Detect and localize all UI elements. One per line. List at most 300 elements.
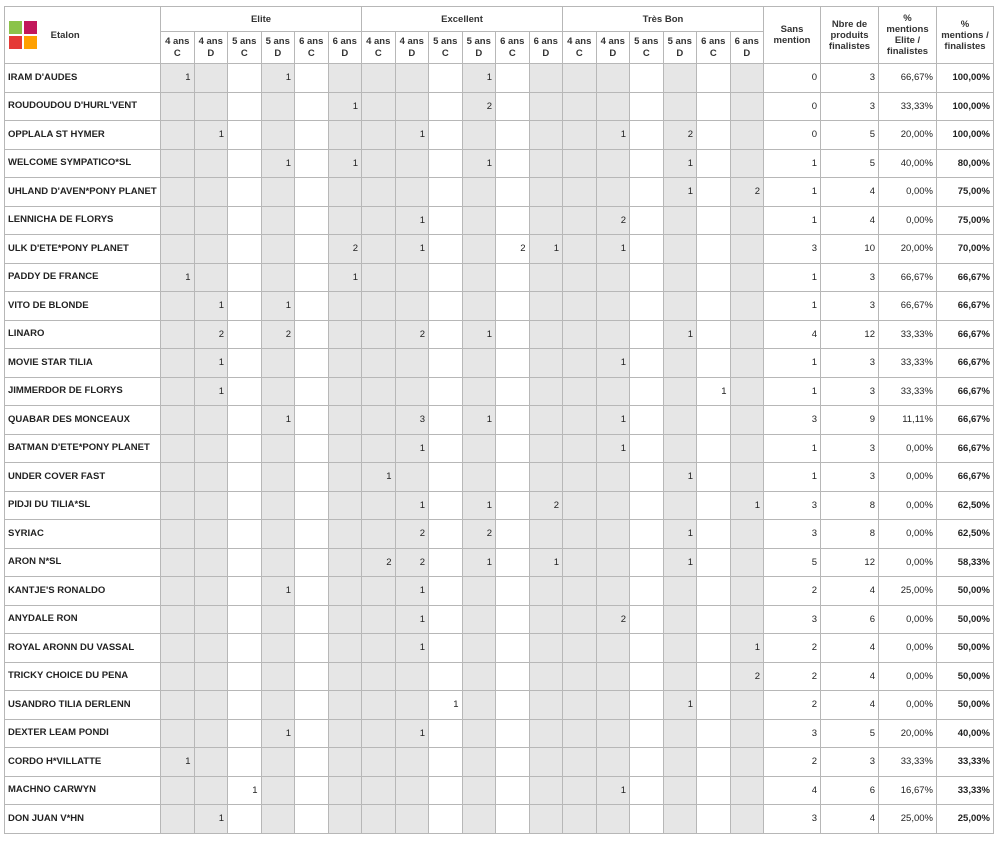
count-cell (730, 776, 764, 805)
pct-mentions-cell: 75,00% (937, 206, 994, 235)
count-cell (295, 748, 329, 777)
sans-mention-cell: 3 (764, 719, 821, 748)
count-cell (161, 520, 195, 549)
pct-mentions-cell: 62,50% (937, 491, 994, 520)
count-cell: 2 (328, 235, 362, 264)
subheader-age-gender: 4 ans C (362, 32, 396, 64)
count-cell (295, 548, 329, 577)
count-cell (161, 406, 195, 435)
count-cell (228, 406, 262, 435)
sans-mention-cell: 3 (764, 605, 821, 634)
count-cell (462, 121, 496, 150)
count-cell (462, 776, 496, 805)
count-cell (228, 577, 262, 606)
count-cell (328, 605, 362, 634)
count-cell: 1 (462, 406, 496, 435)
count-cell (529, 406, 563, 435)
count-cell (362, 406, 396, 435)
nbre-finalistes-cell: 3 (821, 463, 879, 492)
count-cell (295, 149, 329, 178)
count-cell (697, 605, 731, 634)
count-cell (630, 548, 664, 577)
count-cell: 1 (730, 634, 764, 663)
count-cell (295, 634, 329, 663)
subheader-age-gender: 4 ans D (194, 32, 228, 64)
count-cell (362, 292, 396, 321)
pct-elite-cell: 20,00% (879, 235, 937, 264)
count-cell (161, 548, 195, 577)
nbre-finalistes-header: Nbre de produits finalistes (821, 7, 879, 64)
count-cell (496, 406, 530, 435)
count-cell (362, 178, 396, 207)
count-cell (362, 719, 396, 748)
count-cell: 1 (328, 263, 362, 292)
count-cell (563, 178, 597, 207)
pct-elite-cell: 25,00% (879, 805, 937, 834)
table-row (5, 805, 994, 834)
count-cell (730, 235, 764, 264)
count-cell (697, 178, 731, 207)
table-row (5, 406, 994, 435)
count-cell (563, 292, 597, 321)
count-cell (429, 149, 463, 178)
nbre-finalistes-cell: 4 (821, 577, 879, 606)
count-cell (328, 178, 362, 207)
pct-mentions-cell: 33,33% (937, 776, 994, 805)
count-cell (228, 235, 262, 264)
count-cell (730, 121, 764, 150)
count-cell (429, 292, 463, 321)
pct-mentions-cell: 40,00% (937, 719, 994, 748)
count-cell (295, 320, 329, 349)
count-cell (261, 92, 295, 121)
count-cell: 1 (395, 605, 429, 634)
count-cell (697, 463, 731, 492)
pct-elite-cell: 0,00% (879, 691, 937, 720)
count-cell (663, 434, 697, 463)
count-cell (630, 434, 664, 463)
subheader-age-gender: 6 ans C (496, 32, 530, 64)
pct-mentions-cell: 62,50% (937, 520, 994, 549)
stallion-name: MOVIE STAR TILIA (5, 349, 161, 378)
count-cell (462, 748, 496, 777)
count-cell (563, 662, 597, 691)
count-cell (261, 748, 295, 777)
count-cell (328, 320, 362, 349)
pct-mentions-cell: 80,00% (937, 149, 994, 178)
count-cell (630, 263, 664, 292)
count-cell (194, 520, 228, 549)
count-cell (295, 463, 329, 492)
count-cell (529, 64, 563, 93)
count-cell (697, 92, 731, 121)
count-cell: 1 (261, 149, 295, 178)
count-cell (529, 121, 563, 150)
nbre-finalistes-cell: 12 (821, 320, 879, 349)
count-cell (529, 577, 563, 606)
count-cell (630, 406, 664, 435)
count-cell: 2 (730, 662, 764, 691)
count-cell (462, 719, 496, 748)
count-cell (161, 577, 195, 606)
count-cell (228, 691, 262, 720)
count-cell (630, 377, 664, 406)
count-cell: 1 (663, 548, 697, 577)
count-cell (295, 178, 329, 207)
nbre-finalistes-cell: 3 (821, 263, 879, 292)
sans-mention-cell: 3 (764, 406, 821, 435)
subheader-age-gender: 4 ans D (395, 32, 429, 64)
count-cell (630, 605, 664, 634)
count-cell: 1 (194, 121, 228, 150)
stallion-name: UNDER COVER FAST (5, 463, 161, 492)
count-cell (730, 206, 764, 235)
count-cell (362, 349, 396, 378)
count-cell (529, 263, 563, 292)
count-cell (462, 805, 496, 834)
pct-mentions-cell: 33,33% (937, 748, 994, 777)
count-cell (429, 463, 463, 492)
count-cell (697, 149, 731, 178)
sans-mention-cell: 1 (764, 349, 821, 378)
pct-mentions-cell: 66,67% (937, 377, 994, 406)
count-cell (563, 491, 597, 520)
count-cell (730, 406, 764, 435)
sans-mention-cell: 2 (764, 662, 821, 691)
count-cell (663, 605, 697, 634)
count-cell (563, 691, 597, 720)
nbre-finalistes-cell: 8 (821, 520, 879, 549)
count-cell (697, 434, 731, 463)
stallion-name: ROUDOUDOU D'HURL'VENT (5, 92, 161, 121)
count-cell (328, 548, 362, 577)
count-cell (529, 149, 563, 178)
count-cell (697, 719, 731, 748)
count-cell (328, 349, 362, 378)
count-cell (697, 406, 731, 435)
pct-elite-cell: 0,00% (879, 178, 937, 207)
count-cell: 1 (529, 235, 563, 264)
table-row (5, 691, 994, 720)
count-cell (596, 491, 630, 520)
count-cell: 2 (462, 92, 496, 121)
count-cell (663, 748, 697, 777)
count-cell (630, 121, 664, 150)
count-cell (596, 292, 630, 321)
nbre-finalistes-cell: 3 (821, 92, 879, 121)
count-cell (730, 292, 764, 321)
count-cell: 1 (395, 434, 429, 463)
count-cell (295, 805, 329, 834)
pct-mentions-cell: 66,67% (937, 434, 994, 463)
sans-mention-cell: 1 (764, 434, 821, 463)
pct-elite-cell: 0,00% (879, 491, 937, 520)
count-cell: 2 (730, 178, 764, 207)
count-cell (295, 292, 329, 321)
count-cell (295, 377, 329, 406)
count-cell (496, 748, 530, 777)
count-cell (596, 463, 630, 492)
stallion-name: PADDY DE FRANCE (5, 263, 161, 292)
count-cell (429, 406, 463, 435)
count-cell (194, 463, 228, 492)
count-cell (529, 776, 563, 805)
subheader-age-gender: 6 ans D (529, 32, 563, 64)
count-cell (730, 805, 764, 834)
count-cell (228, 320, 262, 349)
stallion-name: JIMMERDOR DE FLORYS (5, 377, 161, 406)
count-cell (563, 548, 597, 577)
count-cell (429, 662, 463, 691)
count-cell (429, 178, 463, 207)
count-cell (261, 463, 295, 492)
count-cell (328, 577, 362, 606)
count-cell (161, 149, 195, 178)
nbre-finalistes-cell: 4 (821, 634, 879, 663)
count-cell (462, 634, 496, 663)
count-cell (529, 292, 563, 321)
table-row (5, 662, 994, 691)
count-cell (496, 206, 530, 235)
count-cell (496, 178, 530, 207)
count-cell: 1 (261, 64, 295, 93)
count-cell (563, 463, 597, 492)
pct-elite-cell: 66,67% (879, 64, 937, 93)
count-cell (261, 548, 295, 577)
count-cell (228, 149, 262, 178)
pct-mentions-cell: 66,67% (937, 406, 994, 435)
stallion-name: BATMAN D'ETE*PONY PLANET (5, 434, 161, 463)
nbre-finalistes-cell: 4 (821, 662, 879, 691)
count-cell (663, 577, 697, 606)
count-cell (596, 805, 630, 834)
sans-mention-cell: 1 (764, 149, 821, 178)
table-row (5, 577, 994, 606)
count-cell (630, 463, 664, 492)
stallion-name: UHLAND D'AVEN*PONY PLANET (5, 178, 161, 207)
count-cell (194, 64, 228, 93)
count-cell (429, 776, 463, 805)
count-cell (529, 691, 563, 720)
count-cell (596, 577, 630, 606)
count-cell: 1 (462, 491, 496, 520)
count-cell (697, 805, 731, 834)
count-cell (697, 263, 731, 292)
count-cell (730, 149, 764, 178)
count-cell (194, 263, 228, 292)
count-cell: 1 (529, 548, 563, 577)
count-cell (663, 92, 697, 121)
results-table-container (4, 6, 994, 834)
count-cell (261, 121, 295, 150)
count-cell (429, 349, 463, 378)
group-header-tres-bon: Très Bon (563, 7, 764, 32)
pct-mentions-cell: 50,00% (937, 577, 994, 606)
count-cell (295, 776, 329, 805)
count-cell (563, 263, 597, 292)
table-row (5, 92, 994, 121)
count-cell (663, 805, 697, 834)
count-cell (395, 64, 429, 93)
count-cell: 2 (596, 605, 630, 634)
count-cell (496, 320, 530, 349)
count-cell (697, 548, 731, 577)
count-cell (328, 634, 362, 663)
count-cell (529, 805, 563, 834)
count-cell (596, 149, 630, 178)
count-cell (529, 634, 563, 663)
count-cell (328, 776, 362, 805)
count-cell (596, 377, 630, 406)
count-cell (228, 719, 262, 748)
count-cell (563, 92, 597, 121)
count-cell (663, 292, 697, 321)
pct-mentions-cell: 100,00% (937, 64, 994, 93)
count-cell (663, 776, 697, 805)
count-cell: 1 (462, 64, 496, 93)
count-cell (697, 206, 731, 235)
count-cell (261, 434, 295, 463)
count-cell: 1 (596, 121, 630, 150)
count-cell (328, 719, 362, 748)
count-cell (697, 634, 731, 663)
count-cell (362, 491, 396, 520)
sans-mention-cell: 2 (764, 634, 821, 663)
count-cell (496, 434, 530, 463)
count-cell: 1 (462, 149, 496, 178)
stallion-name: VITO DE BLONDE (5, 292, 161, 321)
subheader-age-gender: 5 ans D (462, 32, 496, 64)
count-cell (496, 662, 530, 691)
count-cell (529, 349, 563, 378)
count-cell (496, 805, 530, 834)
sans-mention-cell: 0 (764, 92, 821, 121)
count-cell (161, 662, 195, 691)
count-cell (161, 320, 195, 349)
count-cell (563, 406, 597, 435)
count-cell (730, 605, 764, 634)
count-cell (529, 178, 563, 207)
nbre-finalistes-cell: 4 (821, 178, 879, 207)
sans-mention-cell: 0 (764, 121, 821, 150)
count-cell (161, 491, 195, 520)
pct-elite-cell: 0,00% (879, 634, 937, 663)
count-cell (563, 206, 597, 235)
nbre-finalistes-cell: 6 (821, 605, 879, 634)
table-row (5, 149, 994, 178)
pct-elite-cell: 33,33% (879, 320, 937, 349)
count-cell (228, 662, 262, 691)
pct-elite-cell: 0,00% (879, 548, 937, 577)
count-cell (730, 463, 764, 492)
pct-elite-cell: 33,33% (879, 748, 937, 777)
count-cell (328, 691, 362, 720)
count-cell (194, 235, 228, 264)
count-cell (630, 805, 664, 834)
count-cell (362, 377, 396, 406)
logo-icon (8, 20, 38, 50)
count-cell (496, 548, 530, 577)
subheader-age-gender: 4 ans C (563, 32, 597, 64)
count-cell (295, 719, 329, 748)
pct-elite-cell: 0,00% (879, 206, 937, 235)
count-cell (395, 377, 429, 406)
count-cell (261, 662, 295, 691)
count-cell (462, 605, 496, 634)
count-cell (194, 719, 228, 748)
count-cell (596, 263, 630, 292)
count-cell (596, 520, 630, 549)
count-cell (161, 691, 195, 720)
stallion-name: DON JUAN V*HN (5, 805, 161, 834)
count-cell (194, 491, 228, 520)
pct-elite-cell: 11,11% (879, 406, 937, 435)
table-row (5, 491, 994, 520)
count-cell: 2 (663, 121, 697, 150)
count-cell (496, 377, 530, 406)
count-cell (462, 577, 496, 606)
count-cell: 1 (663, 691, 697, 720)
count-cell: 1 (228, 776, 262, 805)
group-header-elite: Elite (161, 7, 362, 32)
count-cell (161, 634, 195, 663)
count-cell (194, 92, 228, 121)
count-cell: 2 (462, 520, 496, 549)
count-cell (462, 662, 496, 691)
count-cell (529, 662, 563, 691)
count-cell (362, 92, 396, 121)
count-cell (261, 235, 295, 264)
sans-mention-cell: 2 (764, 748, 821, 777)
nbre-finalistes-cell: 10 (821, 235, 879, 264)
nbre-finalistes-cell: 5 (821, 149, 879, 178)
pct-elite-cell: 0,00% (879, 520, 937, 549)
count-cell (697, 776, 731, 805)
count-cell (395, 662, 429, 691)
count-cell (261, 805, 295, 834)
stallion-name: ANYDALE RON (5, 605, 161, 634)
count-cell (730, 748, 764, 777)
count-cell (462, 377, 496, 406)
count-cell (295, 92, 329, 121)
pct-elite-cell: 25,00% (879, 577, 937, 606)
count-cell (328, 491, 362, 520)
count-cell (697, 64, 731, 93)
count-cell (496, 463, 530, 492)
count-cell (462, 292, 496, 321)
count-cell (429, 206, 463, 235)
count-cell: 1 (596, 776, 630, 805)
count-cell (730, 377, 764, 406)
count-cell (228, 292, 262, 321)
count-cell (630, 349, 664, 378)
count-cell: 1 (395, 206, 429, 235)
stallion-name: IRAM D'AUDES (5, 64, 161, 93)
count-cell (295, 691, 329, 720)
table-row (5, 634, 994, 663)
sans-mention-cell: 5 (764, 548, 821, 577)
count-cell (529, 605, 563, 634)
table-body (5, 64, 994, 834)
count-cell (194, 406, 228, 435)
count-cell (395, 748, 429, 777)
count-cell (194, 577, 228, 606)
stallion-name: ARON N*SL (5, 548, 161, 577)
count-cell (261, 491, 295, 520)
count-cell (295, 64, 329, 93)
count-cell (362, 64, 396, 93)
count-cell (663, 491, 697, 520)
